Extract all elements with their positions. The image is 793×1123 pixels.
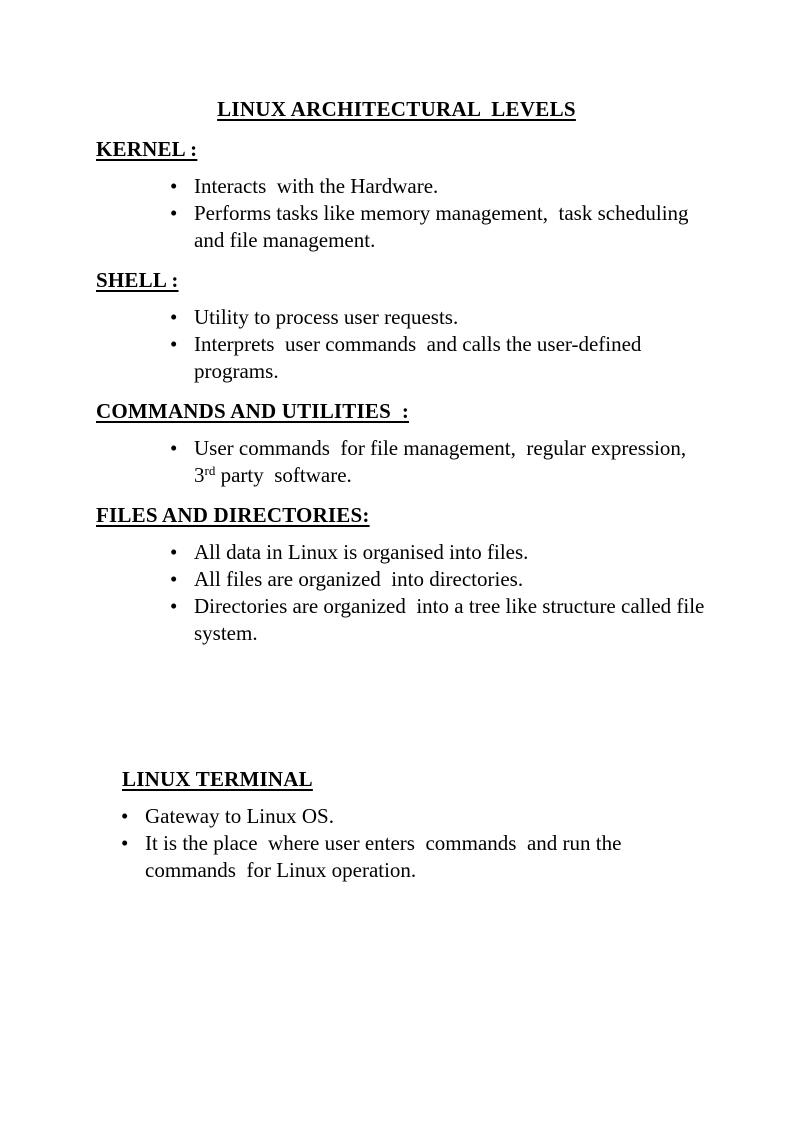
section-heading-files-directories: FILES AND DIRECTORIES: [96,503,370,527]
bullet-item: • All data in Linux is organised into files. [194,539,706,566]
commands-bullet-list [96,435,706,489]
bullet-item: • Gateway to Linux OS. [145,803,645,830]
bullet-item: • Performs tasks like memory management, task scheduling and file management. [194,200,706,254]
terminal-bullet-list [96,803,645,884]
bullet-item [194,435,706,489]
superscript-ordinal: rd [204,463,216,478]
section-heading-shell: SHELL : [96,268,179,292]
bullet-item: • All files are organized into directories. [194,566,706,593]
section-heading-commands-utilities: COMMANDS AND UTILITIES : [96,399,410,423]
bullet-text-pre: User commands for file management, regular expression, 3 [194,436,692,487]
shell-bullet-list [96,304,706,385]
bullet-text-post: party software. [215,463,352,487]
files-bullet-list [96,539,710,647]
bullet-item: • Directories are organized into a tree like structure called file system. [194,593,706,647]
page-title: LINUX ARCHITECTURAL LEVELS [217,97,576,121]
bullet-item: • Utility to process user requests. [194,304,706,331]
bullet-item: • Interacts with the Hardware. [194,173,706,200]
bullet-item: • It is the place where user enters commands and run the commands for Linux operation. [145,830,645,884]
bullet-item: • Interprets user commands and calls the user-defined programs. [194,331,706,385]
kernel-bullet-list [96,173,706,254]
section-heading-linux-terminal: LINUX TERMINAL [122,767,313,791]
section-heading-kernel: KERNEL : [96,137,198,161]
